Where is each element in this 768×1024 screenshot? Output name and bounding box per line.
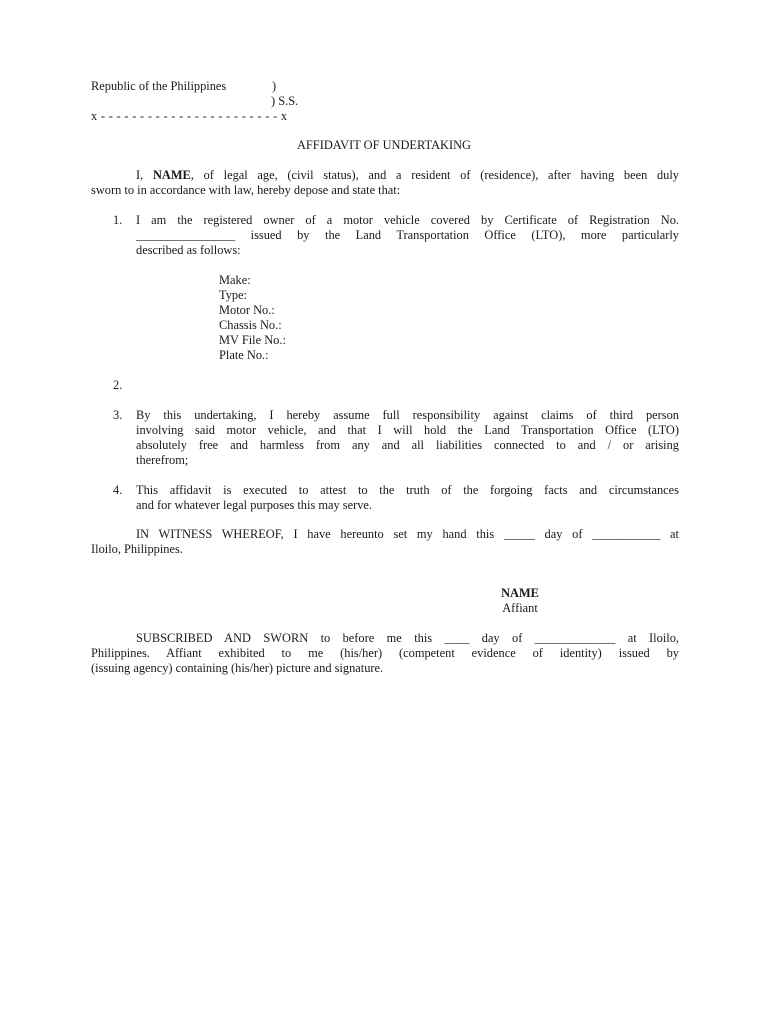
- affiant-name-inline: NAME: [152, 168, 191, 182]
- item-1-line-2-rest: issued by the Land Transportation Office (LTO), more particularly: [235, 228, 679, 242]
- field-mv-file-no: MV File No.:: [219, 333, 286, 347]
- intro-line-1: [91, 168, 679, 183]
- jurat-line-3: (issuing agency) containing (his/her) picture and signature.: [91, 661, 384, 675]
- item-1-line-3: described as follows:: [136, 243, 241, 257]
- field-type: Type:: [219, 288, 248, 302]
- item-4-number: 4.: [113, 483, 123, 497]
- signature-role: Affiant: [502, 601, 538, 615]
- field-chassis-no: Chassis No.:: [219, 318, 282, 332]
- jurat-line-2: Philippines. Affiant exhibited to me (his/her) (competent evidence of identity) issued by: [91, 646, 679, 660]
- intro-rest: , of legal age, (civil status), and a resident of (residence), after having been duly: [190, 168, 679, 182]
- witness-line-1: IN WITNESS WHEREOF, I have hereunto set my hand this _____ day of ___________ at: [136, 527, 679, 541]
- intro-line-2: sworn to in accordance with law, hereby depose and state that:: [91, 183, 401, 197]
- jurat-line-1: SUBSCRIBED AND SWORN to before me this ____ day of _____________ at Iloilo,: [136, 631, 679, 645]
- republic-line: Republic of the Philippines: [91, 79, 227, 93]
- item-1-line-1: I am the registered owner of a motor vehicle covered by Certificate of Registration No.: [136, 213, 679, 227]
- header-divider: x - - - - - - - - - - - - - - - - - - - - - - - x: [91, 109, 288, 123]
- item-4-line-1: This affidavit is executed to attest to the truth of the forgoing facts and circumstances: [136, 483, 679, 497]
- intro-prefix: I,: [136, 168, 153, 182]
- item-4-line-2: and for whatever legal purposes this may serve.: [136, 498, 373, 512]
- item-3-line-2: involving said motor vehicle, and that I will hold the Land Transportation Office (LTO): [136, 423, 679, 437]
- item-2-number: 2.: [113, 378, 123, 392]
- item-3-line-1: By this undertaking, I hereby assume full responsibility against claims of third person: [136, 408, 679, 422]
- registration-number-blank: ________________: [136, 228, 236, 242]
- signature-name: NAME: [501, 586, 539, 600]
- field-make: Make:: [219, 273, 251, 287]
- document-title: AFFIDAVIT OF UNDERTAKING: [296, 138, 472, 152]
- item-1-number: 1.: [113, 213, 123, 227]
- item-3-line-3: absolutely free and harmless from any and all liabilities connected to and / or arising: [136, 438, 679, 452]
- field-motor-no: Motor No.:: [219, 303, 275, 317]
- item-3-line-4: therefrom;: [136, 453, 189, 467]
- witness-line-2: Iloilo, Philippines.: [91, 542, 183, 556]
- item-1-line-2: [136, 228, 679, 243]
- field-plate-no: Plate No.:: [219, 348, 269, 362]
- header-paren: ): [272, 79, 277, 93]
- ss-line: ) S.S.: [271, 94, 299, 108]
- item-3-number: 3.: [113, 408, 123, 422]
